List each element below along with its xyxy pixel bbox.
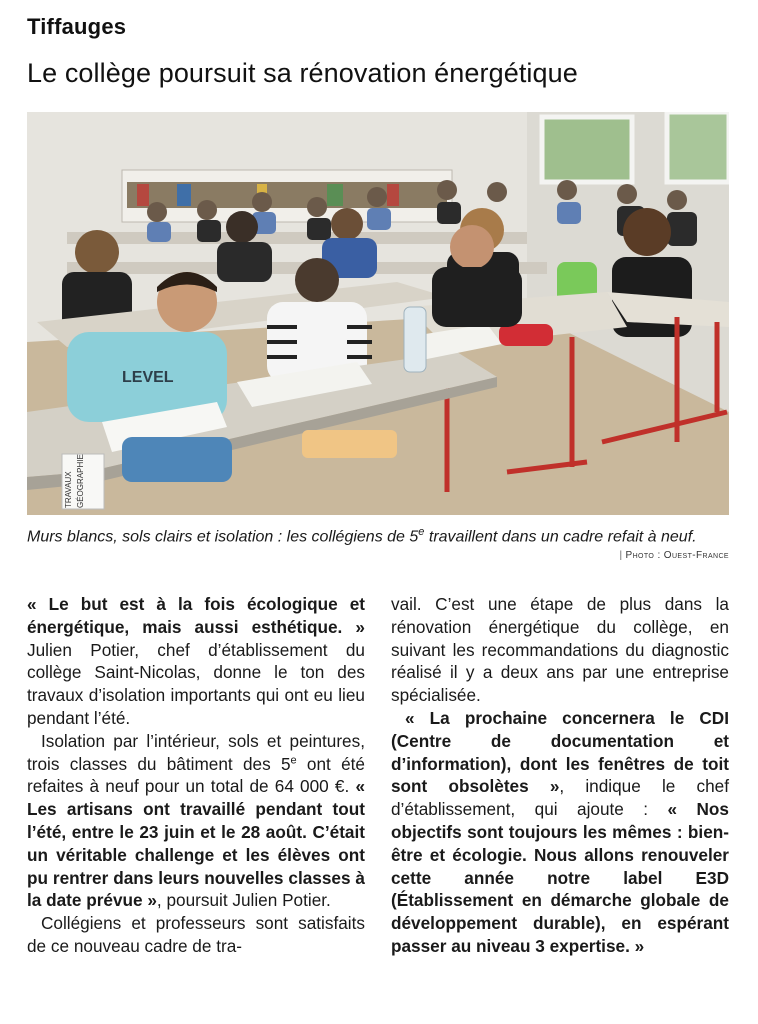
caption-sup: e [418,526,425,538]
paragraph-3-continued [391,593,729,707]
photo-credit [620,550,730,561]
paragraph-4-text: , indique le chef d’établissement, qui ajoute : [391,776,729,820]
photo-caption [27,521,729,548]
paragraph-2-text-a: Isolation par l’intérieur, sols et peintures, trois classes du bâtiment des 5 [27,730,365,774]
article-column-left [27,593,365,958]
quote-3: « La prochaine concernera le CDI (Centre de documentation et d’information), dont les fenêtres de toit sont obsolètes » [391,707,729,797]
article-kicker: Tiffauges [27,14,127,39]
caption-text-a: Murs blancs, sols clairs et isolation : les collégiens de 5 [27,528,419,546]
article-photo [27,112,729,515]
paragraph-3-text: Collégiens et professeurs sont satisfaits de ce nouveau cadre de tra- [27,913,365,956]
quote-2: « Les artisans ont travaillé pendant tout l’été, entre le 23 juin et le 28 août. C’était un véritable challenge et les élèves ont pu rentrer dans leurs nouvelles classes à la date prévue » [27,776,365,911]
quote-4: « Nos objectifs sont toujours les mêmes : bien-être et écologie. Nous allons renouveler cette année notre label E3D (Établissement en démarche globale de développement durable), en espérant passer au niveau 3 expertise. » [391,799,729,956]
paragraph-1 [27,593,365,730]
credit-text: Photo : Ouest-France [625,550,729,561]
classroom-photo-illustration [27,112,729,515]
caption-text-b: travaillent dans un cadre refait à neuf. [424,528,697,546]
svg-text:GÉOGRAPHIE: GÉOGRAPHIE [76,454,85,508]
svg-text:TRAVAUX: TRAVAUX [64,471,73,508]
credit-bar: | [619,550,623,561]
paragraph-3 [27,912,365,958]
paragraph-3-continued-text: vail. C’est une étape de plus dans la rénovation énergétique du collège, en suivant les recommandations du diagnostic réalisé il y a deux ans par une entreprise spécialisée. [391,594,729,706]
paragraph-4 [391,707,729,958]
quote-1: « Le but est à la fois écologique et énergétique, mais aussi esthétique. » [27,594,365,637]
paragraph-2-text-c: , poursuit Julien Potier. [156,890,331,911]
svg-text:LEVEL: LEVEL [122,369,174,386]
paragraph-1-text: Julien Potier, chef d’établissement du collège Saint-Nicolas, donne le ton des travaux d’isolation importants qui ont eu lieu pendant l’été. [27,639,365,728]
paragraph-2-text-b: ont été refaites à neuf pour un total de 64 000 €. [27,753,365,797]
paragraph-2 [27,730,365,912]
article-column-right [391,593,729,958]
article-headline: Le collège poursuit sa rénovation énergétique [27,58,578,88]
paragraph-2-sup: e [290,753,297,766]
